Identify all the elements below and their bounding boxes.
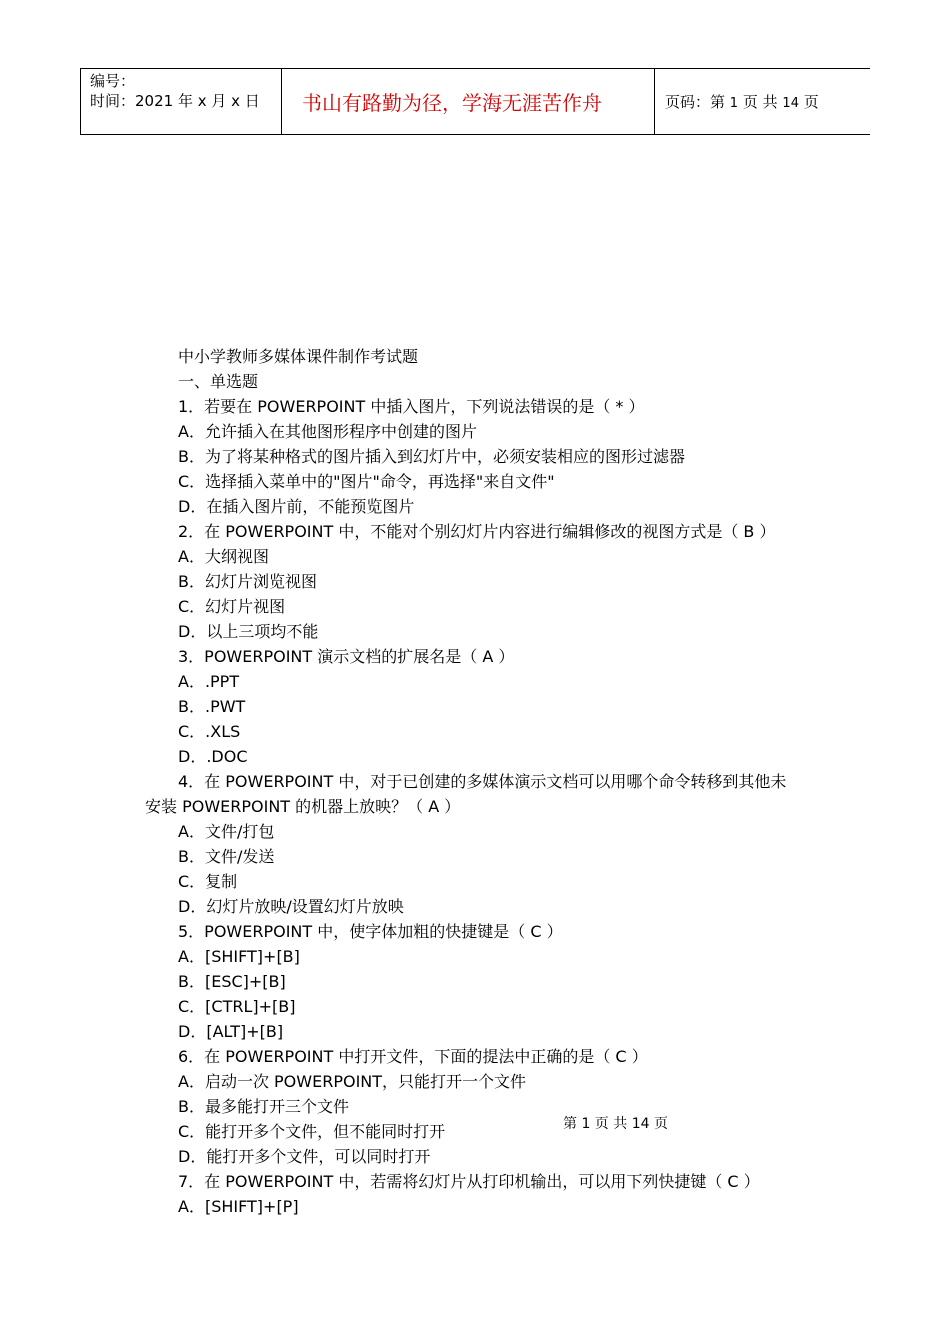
text-line: C．幻灯片视图: [178, 597, 286, 616]
motto-text: 书山有路勤为径，学海无涯苦作舟: [302, 91, 602, 115]
text-line: B．.PWT: [178, 697, 246, 716]
time-label: 时间：2021 年 x 月 x 日: [90, 92, 260, 110]
text-line: C．能打开多个文件，但不能同时打开: [178, 1122, 446, 1141]
text-line: D．在插入图片前，不能预览图片: [178, 497, 415, 516]
text-line: 7．在 POWERPOINT 中，若需将幻灯片从打印机输出，可以用下列快捷键（ C ）: [178, 1172, 760, 1191]
page-mid: 页 共: [742, 93, 778, 111]
text-line: 1．若要在 POWERPOINT 中插入图片，下列说法错误的是（ * ）: [178, 397, 645, 416]
page-total: 14: [782, 96, 799, 111]
header-page-cell: [655, 69, 871, 134]
footer-page-number: 第 1 页 共 14 页: [563, 1116, 668, 1132]
text-line: C．.XLS: [178, 722, 241, 741]
text-line: C．选择插入菜单中的"图片"命令，再选择"来自文件": [178, 472, 555, 491]
doc-title: 中小学教师多媒体课件制作考试题: [178, 347, 419, 366]
text-line: D．.DOC: [178, 747, 248, 766]
text-line: C．[CTRL]+[B]: [178, 997, 296, 1016]
number-label: 编号：: [90, 72, 136, 90]
text-line: C．复制: [178, 872, 238, 891]
text-line: B．文件/发送: [178, 847, 275, 866]
text-line: B．幻灯片浏览视图: [178, 572, 317, 591]
text-line: A．大纲视图: [178, 547, 269, 566]
text-line: 4．在 POWERPOINT 中，对于已创建的多媒体演示文档可以用哪个命令转移到其他未: [178, 772, 787, 791]
text-line: B．最多能打开三个文件: [178, 1097, 349, 1116]
text-line: D．能打开多个文件，可以同时打开: [178, 1147, 431, 1166]
text-line: 6．在 POWERPOINT 中打开文件，下面的提法中正确的是（ C ）: [178, 1047, 648, 1066]
text-line: 2．在 POWERPOINT 中，不能对个别幻灯片内容进行编辑修改的视图方式是（ B ）: [178, 522, 776, 541]
header-motto-cell: [282, 69, 655, 134]
header-table: [80, 68, 870, 135]
section-heading: 一、单选题: [178, 372, 259, 391]
header-meta-cell: [81, 69, 282, 134]
text-line: D．[ALT]+[B]: [178, 1022, 284, 1041]
text-line: A．启动一次 POWERPOINT，只能打开一个文件: [178, 1072, 527, 1091]
text-line: A．允许插入在其他图形程序中创建的图片: [178, 422, 477, 441]
text-line: A．.PPT: [178, 672, 240, 691]
text-line: B．[ESC]+[B]: [178, 972, 286, 991]
text-line: A．文件/打包: [178, 822, 275, 841]
text-line: 安装 POWERPOINT 的机器上放映？（ A ）: [145, 797, 461, 816]
text-line: 3．POWERPOINT 演示文档的扩展名是（ A ）: [178, 647, 515, 666]
text-line: D．幻灯片放映/设置幻灯片放映: [178, 897, 404, 916]
page-prefix: 页码：第: [665, 93, 726, 111]
text-line: B．为了将某种格式的图片插入到幻灯片中，必须安装相应的图形过滤器: [178, 447, 685, 466]
text-line: A．[SHIFT]+[P]: [178, 1197, 299, 1216]
page-suffix: 页: [803, 93, 819, 111]
text-line: D．以上三项均不能: [178, 622, 319, 641]
text-line: A．[SHIFT]+[B]: [178, 947, 300, 966]
page-current: 1: [729, 96, 739, 111]
text-line: 5．POWERPOINT 中，使字体加粗的快捷键是（ C ）: [178, 922, 563, 941]
header-page-number: [665, 92, 819, 114]
